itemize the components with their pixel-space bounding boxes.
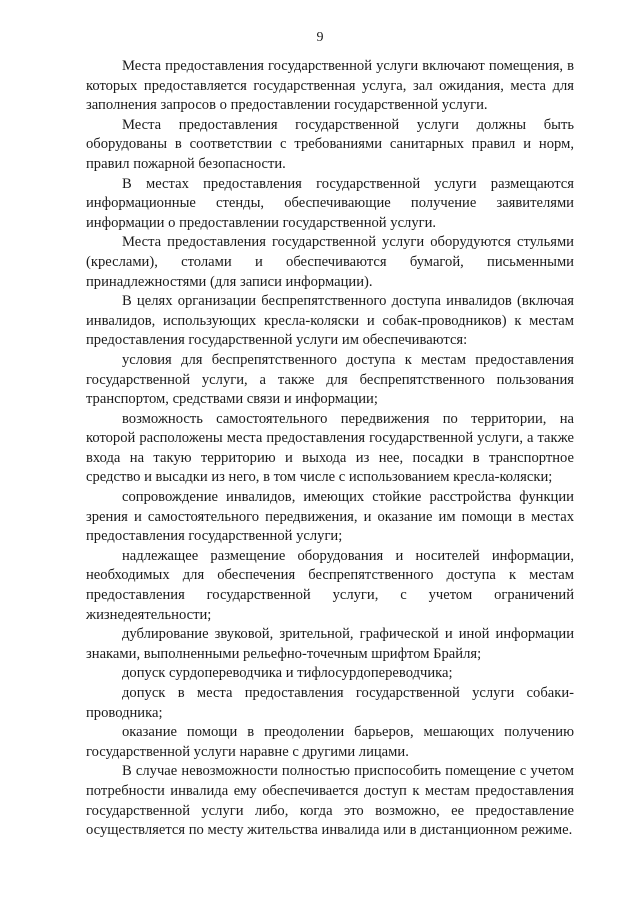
paragraph: В местах предоставления государственной услуги размещаются информационные стенды, обеспечивающие получение заявителями информации о предоставлении государственной услуги. bbox=[86, 175, 574, 231]
paragraph: возможность самостоятельного передвижения по территории, на которой расположены места предоставления государственной услуги, а также входа на такую территорию и выхода из нее, посадки в транспортное средство и высадки из него, в том числе с использованием кресла-коляски; bbox=[86, 410, 574, 486]
paragraph: надлежащее размещение оборудования и носителей информации, необходимых для обеспечения беспрепятственного доступа к местам предоставления государственной услуги, с учетом ограничений жизнедеятельности; bbox=[86, 547, 574, 623]
paragraph: В случае невозможности полностью приспособить помещение с учетом потребности инвалида ему обеспечивается доступ к местам предоставления государственной услуги либо, когда это возможно, ее предоставление осуществляется по месту жительства инвалида или в дистанционном режиме. bbox=[86, 763, 574, 839]
paragraph: условия для беспрепятственного доступа к местам предоставления государственной услуги, а также для беспрепятственного пользования транспортом, средствами связи и информации; bbox=[86, 351, 574, 408]
paragraph: Места предоставления государственной услуги включают помещения, в которых предоставляется государственная услуга, зал ожидания, места для заполнения запросов о предоставлении государственной услуги. bbox=[86, 58, 574, 114]
paragraph: дублирование звуковой, зрительной, графической и иной информации знаками, выполненными рельефно-точечным шрифтом Брайля; bbox=[86, 626, 574, 662]
paragraph: В целях организации беспрепятственного доступа инвалидов (включая инвалидов, использующих кресла-коляски и собак-проводников) к местам предоставления государственной услуги им обеспечиваются: bbox=[86, 293, 574, 349]
paragraph: оказание помощи в преодолении барьеров, мешающих получению государственной услуги наравне с другими лицами. bbox=[86, 724, 574, 760]
paragraph: сопровождение инвалидов, имеющих стойкие расстройства функции зрения и самостоятельного передвижения, и оказание им помощи в местах предоставления государственной услуги; bbox=[86, 489, 574, 545]
document-body bbox=[86, 57, 574, 841]
paragraph: Места предоставления государственной услуги оборудуются стульями (креслами), столами и обеспечиваются бумагой, письменными принадлежностями (для записи информации). bbox=[86, 234, 574, 290]
paragraph: допуск сурдопереводчика и тифлосурдопереводчика; bbox=[122, 665, 453, 682]
paragraph: допуск в места предоставления государственной услуги собаки-проводника; bbox=[86, 685, 574, 721]
page-number: 9 bbox=[316, 30, 324, 45]
paragraph: Места предоставления государственной услуги должны быть оборудованы в соответствии с требованиями санитарных правил и норм, правил пожарной безопасности. bbox=[86, 116, 574, 172]
